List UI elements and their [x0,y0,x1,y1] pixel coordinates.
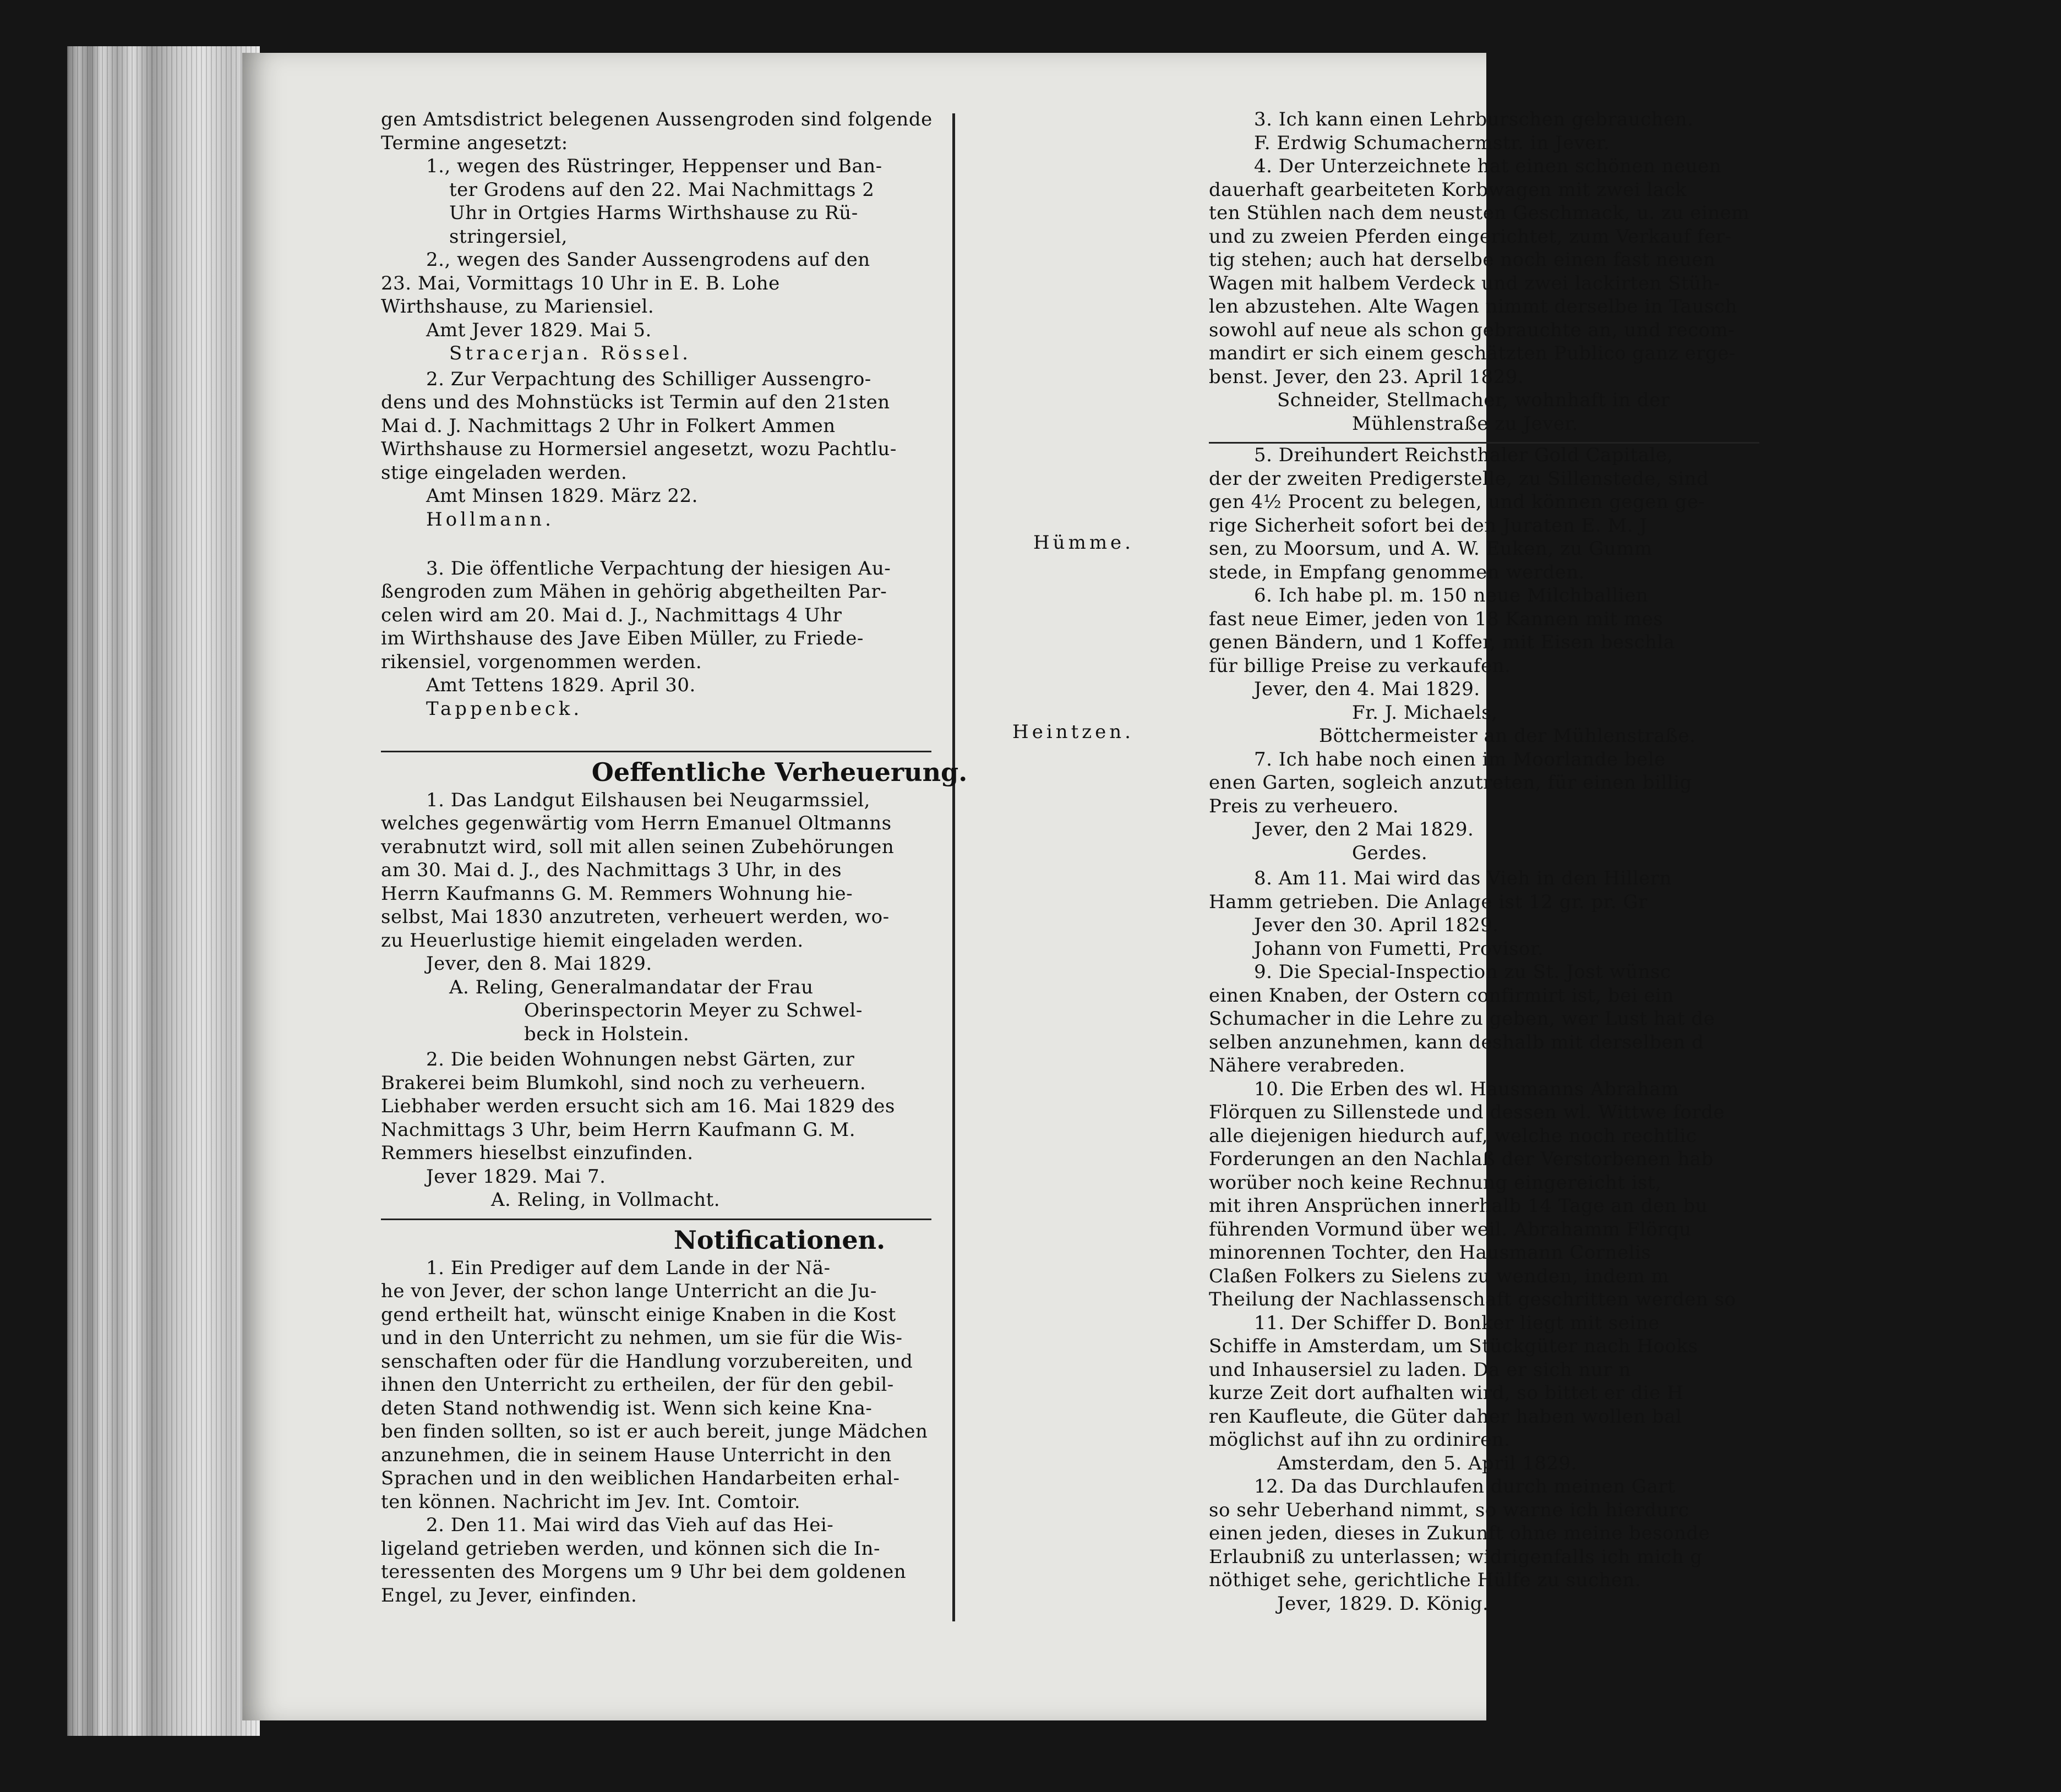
signature-line: A. Reling, in Vollmacht. [491,1189,721,1211]
left-column [381,108,1178,1609]
notice-wohnungen [381,1048,1178,1212]
text-line: Sprachen und in den weiblichen Handarbeiten erhal- [381,1467,900,1489]
signature-line: Hollmann. [426,508,554,531]
text-line: Uhr in Ortgies Harms Wirthshause zu Rü- [449,202,858,224]
text-line: ten Stühlen nach dem neusten Geschmack, u. zu einem [1209,202,1749,224]
text-line: Termine angesetzt: [381,132,568,154]
text-line: ßengroden zum Mähen in gehörig abgetheilten Par- [381,581,887,603]
text-line: 1., wegen des Rüstringer, Heppenser und Ban- [426,155,882,177]
text-line: stige eingeladen werden. [381,461,628,484]
text-line: Remmers hieselbst einzufinden. [381,1142,694,1164]
text-line: deten Stand nothwendig ist. Wenn sich keine Kna- [381,1397,873,1419]
text-line: Hamm getrieben. Die Anlage ist 12 gr. pr. Gr [1209,890,1648,913]
notice-tettens [381,557,1178,744]
text-line: mit ihren Ansprüchen innerhalb 14 Tage an den bu [1209,1195,1708,1217]
text-line: im Wirthshause des Jave Eiben Müller, zu Friede- [381,627,864,649]
text-line: Jever, den 4. Mai 1829. [1254,678,1480,700]
text-line: ren Kaufleute, die Güter daher haben wollen bal [1209,1405,1682,1428]
text-line: und in den Unterricht zu nehmen, um sie für die Wis- [381,1327,903,1349]
text-line: 2. Zur Verpachtung des Schilliger Aussengro- [426,368,871,390]
text-line: zu Heuerlustige hiemit eingeladen werden. [381,929,804,952]
text-line: Jever 1829. Mai 7. [426,1165,606,1188]
text-line: gend ertheilt hat, wünscht einige Knaben in die Kost [381,1303,896,1326]
text-line: selbst, Mai 1830 anzutreten, verheuert werden, wo- [381,906,890,928]
text-line: Amt Tettens 1829. April 30. [426,674,696,696]
text-line: einen Knaben, der Ostern confirmirt ist, bei ein [1209,984,1674,1007]
text-line: dens und des Mohnstücks ist Termin auf den 21sten [381,391,890,413]
text-line: Liebhaber werden ersucht sich am 16. Mai 1829 des [381,1095,895,1117]
notice-aussengroden [381,108,1178,365]
text-line: am 30. Mai d. J., des Nachmittags 3 Uhr, in des [381,859,842,881]
text-line: ten können. Nachricht im Jev. Int. Comtoir. [381,1490,801,1513]
notice-prediger [381,1256,1178,1608]
text-line: 9. Die Special-Inspection zu St. Jost wünsc [1254,961,1671,983]
book-page-edges [67,46,260,1736]
text-line: kurze Zeit dort aufhalten wird, so bittet er die H [1209,1382,1684,1404]
text-line: Amt Minsen 1829. März 22. [426,485,698,507]
signature-line: Schneider, Stellmacher, wohnhaft in der [1277,389,1670,411]
text-line: Wirthshause zu Hormersiel angesetzt, wozu Pachtlu- [381,438,897,460]
signature-line: Stracerjan. Rössel. [449,342,691,364]
text-line: Jever, den 8. Mai 1829. [426,953,652,975]
text-line: mandirt er sich einem geschätzten Publico ganz erge- [1209,342,1736,364]
text-line: 8. Am 11. Mai wird das Vieh in den Hillern [1254,867,1672,889]
text-line: Erlaubniß zu unterlassen; widrigenfalls ich mich g [1209,1545,1703,1568]
right-column [1209,108,2061,1618]
text-line: alle diejenigen hiedurch auf, welche noch rechtlic [1209,1124,1697,1147]
text-line: 23. Mai, Vormittags 10 Uhr in E. B. Lohe [381,272,780,294]
text-line: so sehr Ueberhand nimmt, so warne ich hierdurc [1209,1499,1689,1521]
notice-capitale-milchballien-garten [1209,444,2061,865]
text-line: Wirthshause, zu Mariensiel. [381,296,655,318]
text-line: benst. Jever, den 23. April 1829. [1209,365,1524,388]
signature-line: Tappenbeck. [426,697,583,720]
text-line: verabnutzt wird, soll mit allen seinen Zubehörungen [381,835,895,858]
signature-line: Böttchermeister an der Mühlenstraße. [1319,725,1696,747]
text-line: Nähere verabreden. [1209,1055,1405,1077]
newspaper-page [242,53,1749,1720]
text-line: ihnen den Unterricht zu ertheilen, der für den gebil- [381,1374,894,1396]
text-line: teressenten des Morgens um 9 Uhr bei dem goldenen [381,1561,907,1583]
text-line: 3. Die öffentliche Verpachtung der hiesigen Au- [426,557,891,580]
text-line: 1. Ein Prediger auf dem Lande in der Nä- [426,1256,831,1279]
text-line: tig stehen; auch hat derselbe noch einen fast neuen [1209,249,1716,271]
text-line: welches gegenwärtig vom Herrn Emanuel Oltmanns [381,812,892,834]
text-line: Schiffe in Amsterdam, um Stückgüter nach Hooks [1209,1335,1698,1357]
text-line: und zu zweien Pferden eingerichtet, zum Verkauf fer- [1209,225,1732,248]
text-line: senschaften oder für die Handlung vorzubereiten, und [381,1350,913,1373]
text-line: 1. Das Landgut Eilshausen bei Neugarmssiel, [426,789,870,811]
text-line: sowohl auf neue als schon gebrauchte an, und recom- [1209,319,1735,341]
text-line: selben anzunehmen, kann deshalb mit derselben d [1209,1031,1704,1053]
signature-line: Hümme. [1033,532,1134,554]
text-line: 2., wegen des Sander Aussengrodens auf den [426,249,870,271]
text-line: genen Bändern, und 1 Koffer, mit Eisen beschla [1209,631,1675,653]
text-line: 6. Ich habe pl. m. 150 neue Milchballien [1254,584,1649,607]
text-line: Nachmittags 3 Uhr, beim Herrn Kaufmann G. M. [381,1118,856,1141]
text-line: stede, in Empfang genommen werden. [1209,561,1585,583]
text-line: minorennen Tochter, den Hausmann Cornelis [1209,1242,1651,1264]
text-line: ligeland getrieben werden, und können sich die In- [381,1537,881,1560]
text-line: ter Grodens auf den 22. Mai Nachmittags 2 [449,178,875,201]
text-line: stringersiel, [449,225,568,248]
signature-line: Gerdes. [1352,842,1428,864]
text-line: dauerhaft gearbeiteten Korbwagen mit zwei lack [1209,178,1687,201]
notice-schilliger [381,368,1178,555]
text-line: Schumacher in die Lehre zu geben, wer Lust hat de [1209,1008,1715,1030]
text-line: Claßen Folkers zu Sielens zu wenden, indem m [1209,1265,1670,1287]
text-line: Wagen mit halbem Verdeck und zwei lackirten Stüh- [1209,272,1720,294]
text-line: 4. Der Unterzeichnete hat einen schönen neuen [1254,155,1722,177]
text-line: enen Garten, sogleich anzutreten, für einen billig [1209,772,1692,794]
text-line: 7. Ich habe noch einen im Moorlande bele [1254,748,1666,771]
text-line: Preis zu verheuero. [1209,795,1399,817]
text-line: einen jeden, dieses in Zukunft ohne meine besonde [1209,1522,1710,1544]
text-line: celen wird am 20. Mai d. J., Nachmittags 4 Uhr [381,604,842,626]
text-line: nöthiget sehe, gerichtliche Hülfe zu suchen. [1209,1569,1642,1591]
notice-vieh-inspection-erben-schiffer-garten [1209,867,2061,1615]
text-line: 10. Die Erben des wl. Hausmanns Abraham [1254,1078,1679,1100]
text-line: Amt Jever 1829. Mai 5. [426,319,652,341]
text-line: F. Erdwig Schumachermstr. in Jever. [1254,132,1610,154]
text-line: gen Amtsdistrict belegenen Aussengroden sind folgende [381,108,933,130]
text-line: he von Jever, der schon lange Unterricht an die Ju- [381,1280,877,1302]
text-line: 3. Ich kann einen Lehrburschen gebrauchen. [1254,108,1694,130]
text-line: Jever, den 2 Mai 1829. [1254,818,1474,840]
text-line: 2. Die beiden Wohnungen nebst Gärten, zur [426,1048,855,1070]
text-line: Mai d. J. Nachmittags 2 Uhr in Folkert Ammen [381,414,836,437]
signature-line: Fr. J. Michaels, [1352,701,1498,724]
notice-lehrbursche-korbwagen [1209,108,2061,435]
text-line: Engel, zu Jever, einfinden. [381,1584,637,1607]
signature-line: Johann von Fumetti, Provisor. [1254,937,1544,960]
section-heading-verheuerung: Oeffentliche Verheuerung. [591,757,968,787]
text-line: anzunehmen, die in seinem Hause Unterricht in den [381,1444,892,1466]
text-line: rikensiel, vorgenommen werden. [381,651,702,673]
text-line: möglichst auf ihn zu ordiniren. [1209,1429,1511,1451]
text-line: für billige Preise zu verkaufen. [1209,654,1511,677]
text-line: len abzustehen. Alte Wagen nimmt derselbe in Tausch [1209,296,1737,318]
text-line: rige Sicherheit sofort bei den Juraten E. M. J [1209,514,1648,537]
text-line: fast neue Eimer, jeden von 18 Kannen mit mes [1209,608,1664,630]
signature-line: A. Reling, Generalmandatar der Frau [449,976,814,998]
text-line: Brakerei beim Blumkohl, sind noch zu verheuern. [381,1072,866,1094]
text-line: und Inhausersiel zu laden. Da er sich nur n [1209,1358,1631,1381]
text-line: 2. Den 11. Mai wird das Vieh auf das Hei- [426,1514,834,1536]
signature-line: Oberinspectorin Meyer zu Schwel- [524,999,863,1021]
text-line: führenden Vormund über weil. Abrahamm Flörqu [1209,1218,1692,1241]
text-line: ben finden sollten, so ist er auch bereit, junge Mädchen [381,1421,928,1443]
text-line: Herrn Kaufmanns G. M. Remmers Wohnung hie- [381,882,853,905]
text-line: Theilung der Nachlassenschaft geschritten werden so [1209,1288,1736,1310]
text-line: 12. Da das Durchlaufen durch meinen Gart [1254,1476,1676,1498]
text-line: Forderungen an den Nachlaß der Verstorbenen hab [1209,1148,1714,1170]
text-line: worüber noch keine Rechnung eingereicht ist, [1209,1171,1662,1194]
text-line: 11. Der Schiffer D. Bonker liegt mit seine [1254,1312,1660,1334]
signature-line: beck in Holstein. [524,1023,690,1045]
text-line: der der zweiten Predigerstelle, zu Sillenstede, sind [1209,467,1709,490]
signature-line: Heintzen. [1012,721,1134,743]
signature-line: Mühlenstraße zu Jever. [1352,412,1578,435]
notice-eilshausen [381,789,1178,1046]
text-line: sen, zu Moorsum, und A. W. Euken, zu Gumm [1209,538,1653,560]
section-heading-notificationen: Notificationen. [673,1225,886,1255]
text-line: Jever den 30. April 1829. [1254,914,1499,936]
text-line: 5. Dreihundert Reichsthaler Gold Capitale, [1254,444,1673,466]
signature-line: Jever, 1829. D. König. [1277,1592,1489,1615]
text-line: gen 4½ Procent zu belegen, und können gegen ge- [1209,491,1705,513]
text-line: Flörquen zu Sillenstede und dessen wl. Wittwe forde [1209,1101,1725,1123]
text-line: Amsterdam, den 5. April 1829. [1277,1452,1577,1474]
